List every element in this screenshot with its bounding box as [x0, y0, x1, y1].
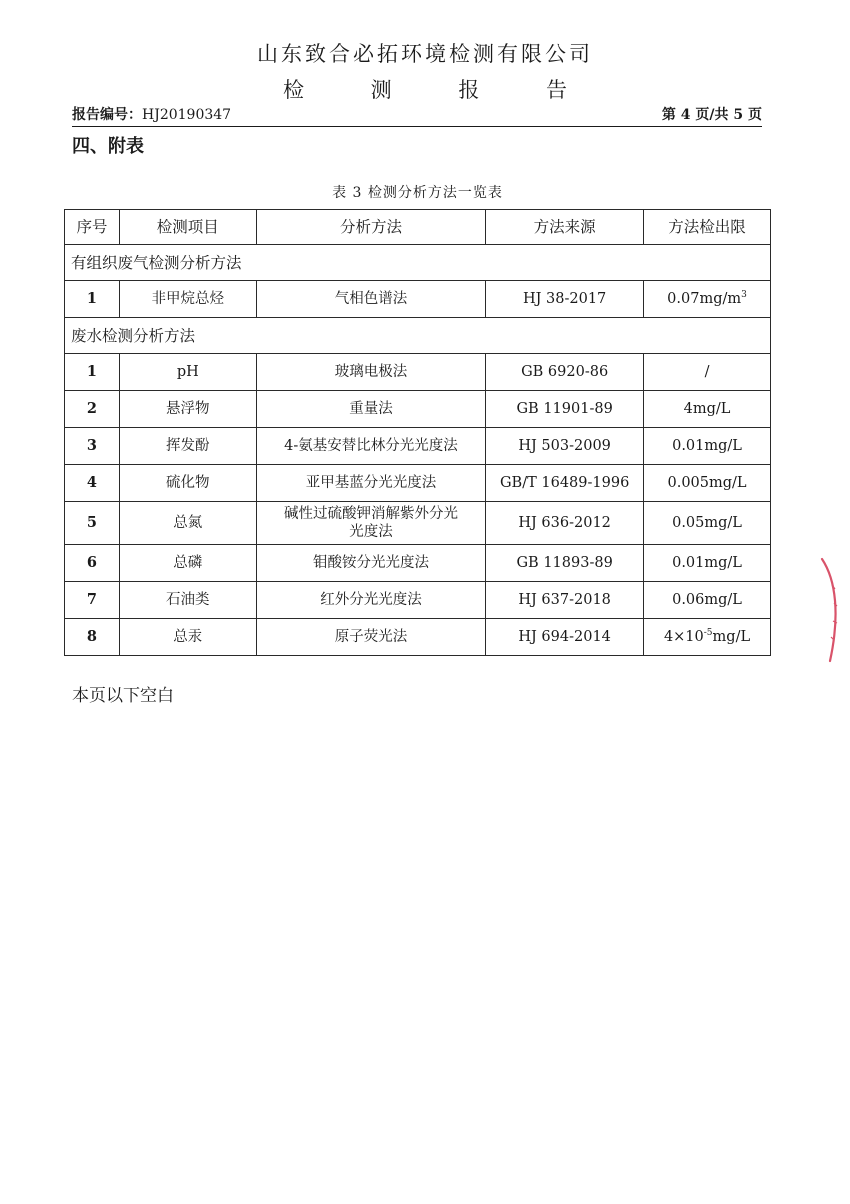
table-row — [65, 428, 771, 465]
seal-edge-mark — [818, 555, 848, 665]
cell-item: 硫化物 — [119, 465, 256, 502]
table-row — [65, 465, 771, 502]
header-no: 序号 — [65, 210, 120, 245]
method-line-2: 光度法 — [349, 524, 393, 540]
cell-method: 原子荧光法 — [256, 619, 486, 656]
table-caption: 表 3 检测分析方法一览表 — [332, 185, 503, 201]
cell-item: pH — [119, 354, 256, 391]
blank-page-note: 本页以下空白 — [72, 686, 174, 706]
group-row — [65, 318, 771, 354]
methods-table — [64, 209, 771, 656]
page-indicator: 第 4 页/共 5 页 — [661, 107, 762, 123]
limit-unit: mg/L — [712, 629, 751, 645]
limit-superscript: 3 — [741, 290, 747, 301]
cell-limit: 0.06mg/L — [644, 582, 771, 619]
cell-no: 5 — [65, 502, 120, 545]
section-title: 四、附表 — [72, 136, 144, 157]
cell-no: 7 — [65, 582, 120, 619]
cell-method: 玻璃电极法 — [256, 354, 486, 391]
cell-no: 1 — [65, 281, 120, 318]
cell-no: 3 — [65, 428, 120, 465]
cell-item: 总汞 — [119, 619, 256, 656]
company-name: 山东致合必拓环境检测有限公司 — [257, 42, 593, 66]
cell-source: GB/T 16489-1996 — [486, 465, 644, 502]
cell-method — [256, 502, 486, 545]
cell-source: HJ 636-2012 — [486, 502, 644, 545]
cell-method: 气相色谱法 — [256, 281, 486, 318]
cell-source: HJ 637-2018 — [486, 582, 644, 619]
table-row — [65, 582, 771, 619]
cell-no: 2 — [65, 391, 120, 428]
table-header-row — [65, 210, 771, 245]
cell-item: 总磷 — [119, 545, 256, 582]
table-row — [65, 545, 771, 582]
cell-limit: 0.01mg/L — [644, 428, 771, 465]
cell-source: HJ 503-2009 — [486, 428, 644, 465]
cell-limit — [644, 281, 771, 318]
cell-source: GB 11893-89 — [486, 545, 644, 582]
cell-item: 石油类 — [119, 582, 256, 619]
cell-limit: 0.01mg/L — [644, 545, 771, 582]
cell-source: GB 6920-86 — [486, 354, 644, 391]
table-row — [65, 619, 771, 656]
group-row — [65, 245, 771, 281]
report-number — [72, 104, 231, 124]
cell-limit: 0.05mg/L — [644, 502, 771, 545]
group-title: 有组织废气检测分析方法 — [65, 245, 771, 281]
cell-method: 4-氨基安替比林分光光度法 — [256, 428, 486, 465]
cell-item: 悬浮物 — [119, 391, 256, 428]
cell-no: 8 — [65, 619, 120, 656]
cell-no: 4 — [65, 465, 120, 502]
limit-superscript: -5 — [703, 628, 713, 639]
report-meta-bar — [72, 104, 762, 127]
cell-source: HJ 694-2014 — [486, 619, 644, 656]
header-limit: 方法检出限 — [644, 210, 771, 245]
table-row — [65, 354, 771, 391]
cell-method: 红外分光光度法 — [256, 582, 486, 619]
group-title: 废水检测分析方法 — [65, 318, 771, 354]
cell-limit: 4mg/L — [644, 391, 771, 428]
cell-limit: / — [644, 354, 771, 391]
cell-source: HJ 38-2017 — [486, 281, 644, 318]
table-row — [65, 391, 771, 428]
cell-item: 挥发酚 — [119, 428, 256, 465]
limit-value: 4×10 — [663, 629, 704, 645]
cell-method: 重量法 — [256, 391, 486, 428]
table-row — [65, 281, 771, 318]
cell-item: 非甲烷总烃 — [119, 281, 256, 318]
table-row — [65, 502, 771, 545]
header-method: 分析方法 — [256, 210, 486, 245]
cell-method: 钼酸铵分光光度法 — [256, 545, 486, 582]
cell-no: 1 — [65, 354, 120, 391]
cell-source: GB 11901-89 — [486, 391, 644, 428]
header-source: 方法来源 — [486, 210, 644, 245]
seal-arc — [822, 559, 836, 661]
header-item: 检测项目 — [119, 210, 256, 245]
cell-limit: 0.005mg/L — [644, 465, 771, 502]
report-number-value: HJ20190347 — [142, 107, 232, 123]
limit-value: 0.07mg/m — [667, 291, 742, 307]
cell-method: 亚甲基蓝分光光度法 — [256, 465, 486, 502]
report-number-label: 报告编号： — [72, 107, 142, 123]
report-title: 检 测 报 告 — [282, 78, 598, 102]
method-line-1: 碱性过硫酸钾消解紫外分光 — [283, 506, 458, 522]
cell-no: 6 — [65, 545, 120, 582]
cell-item: 总氮 — [119, 502, 256, 545]
cell-limit — [644, 619, 771, 656]
